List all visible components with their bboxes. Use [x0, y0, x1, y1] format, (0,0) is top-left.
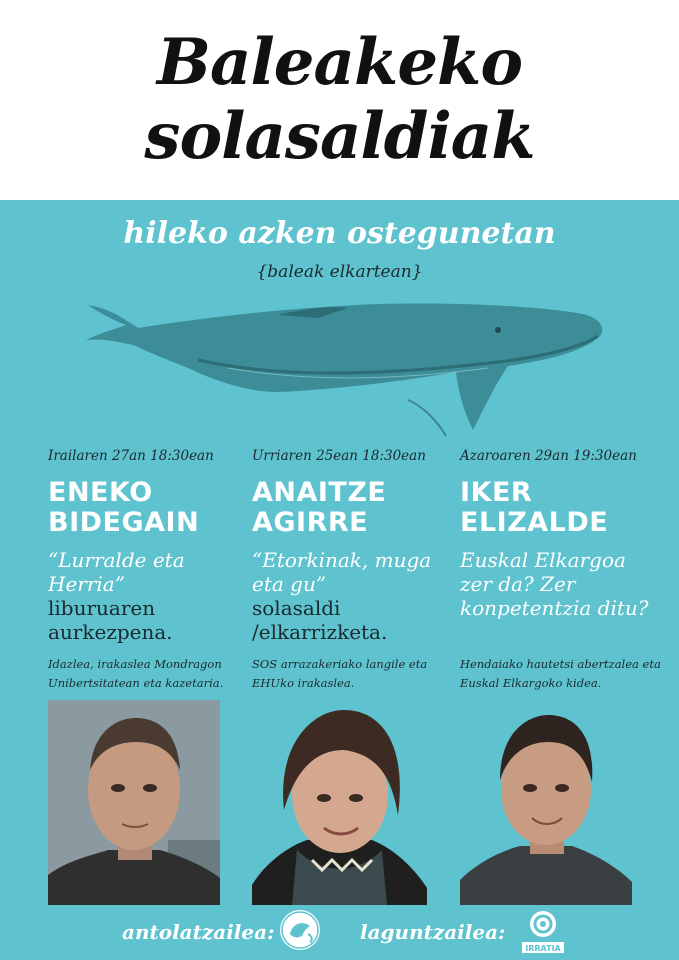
- sponsor-label: laguntzailea:: [360, 920, 506, 944]
- speaker-first-name: IKER: [460, 477, 533, 508]
- subtitle: hileko azken ostegunetan: [123, 216, 556, 251]
- speaker-first-name: ANAITZE: [252, 477, 387, 508]
- talk-title: Euskal Elkargoa zer da? Zer konpetentzia ditu?: [460, 548, 649, 620]
- speaker-column-3: [460, 448, 660, 620]
- speaker-photo-1: [48, 700, 220, 905]
- baleak-logo: [278, 908, 322, 952]
- irratia-logo-text: IRRATIA: [525, 944, 561, 953]
- talk-topic: [48, 548, 248, 644]
- speaker-last-name: ELIZALDE: [460, 507, 609, 538]
- speaker-name: [252, 478, 452, 538]
- speaker-last-name: AGIRRE: [252, 507, 369, 538]
- poster-title-line2: solasaldiak: [144, 99, 535, 174]
- talk-topic: [252, 548, 452, 644]
- speaker-column-1: [48, 448, 248, 644]
- speaker-first-name: ENEKO: [48, 477, 153, 508]
- speaker-bio-3: Hendaiako hautetsi abertzalea eta Euskal Elkargoko kidea.: [460, 657, 661, 690]
- speaker-name: [460, 478, 660, 538]
- talk-title: “Etorkinak, muga eta gu”: [252, 548, 432, 596]
- footer: [0, 905, 679, 960]
- talk-topic: [460, 548, 660, 620]
- event-date: Azaroaren 29an 19:30ean: [460, 448, 637, 464]
- organizer-label: antolatzailea:: [122, 920, 275, 944]
- talk-description: liburuaren aurkezpena.: [48, 596, 173, 644]
- speaker-photo-3: [460, 700, 632, 905]
- whale-illustration: [78, 290, 608, 440]
- poster-title-line1: Baleakeko: [156, 25, 523, 100]
- irratia-logo: [518, 906, 568, 956]
- speaker-last-name: BIDEGAIN: [48, 507, 200, 538]
- speaker-bio-2: SOS arrazakeriako langile eta EHUko irakaslea.: [252, 657, 428, 690]
- talk-title: “Lurralde eta Herria”: [48, 548, 185, 596]
- event-date: Urriaren 25ean 18:30ean: [252, 448, 426, 464]
- talk-description: solasaldi /elkarrizketa.: [252, 596, 388, 644]
- speaker-column-2: [252, 448, 452, 644]
- speaker-photo-2: [252, 700, 427, 905]
- speaker-name: [48, 478, 248, 538]
- event-date: Irailaren 27an 18:30ean: [48, 448, 214, 464]
- venue: {baleak elkartean}: [256, 262, 423, 282]
- speaker-bio-1: Idazlea, irakaslea Mondragon Unibertsitatean eta kazetaria.: [48, 657, 224, 690]
